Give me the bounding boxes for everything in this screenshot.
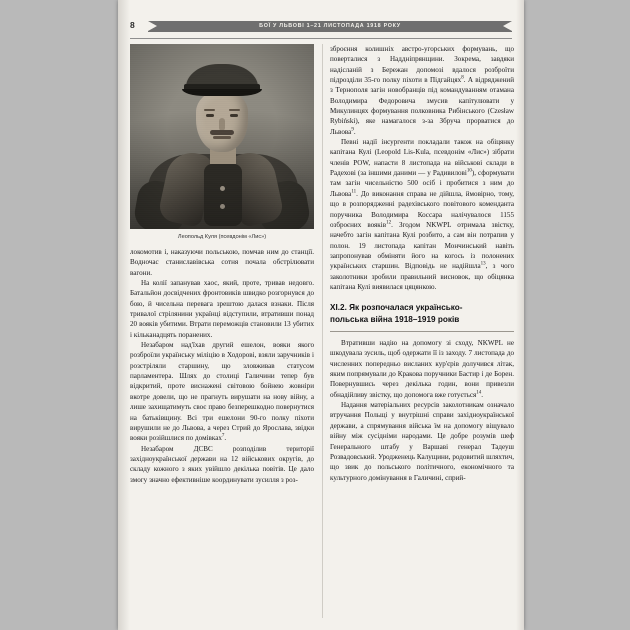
- header-rule: [130, 38, 512, 39]
- paragraph: Незабаром над'їхав другий ешелон, вояки якого розброїли українську міліцію в Ходорові, взяли заручників і розстріляли старшину, що зловживав статусом парламентера. Шлях до столиці Галичини тепер був відкритий, проте виснажені світовою бойнею жовніри вкотре довели, що не прагнуть вирушати на нову війну, а лише захищатимуть своє право безперешкодно повернутися на батьківщину. Всі три ешелони 90-го полку піхоти вирушили не до Львова, а через Стрий до Ярослава, звідки вояки розійшлися по домівках$^7$.: [130, 341, 314, 443]
- paragraph: На колії запанував хаос, який, проте, тривав недовго. Батальйон досвідчених фронтовиків швидко розгорнувся до бою, й чисельна перевага зрештою далася взнаки. Після тривалої стрілянини українці відступили, втративши понад 20 вояків убитими. Втрати переможців становили 13 убитих і кільканадцять поранених.: [130, 279, 314, 339]
- left-column: [130, 44, 314, 618]
- header-ribbon: [148, 21, 512, 32]
- paragraph: Певні надії інсургенти покладали також на обіцянку капітана Кулі (Leopold Lis-Kula, псевдонім «Лис») зібрати членів POW, напасти 8 листопада на військові склади в Радехові (за іншими даними — у Радивилові$^{10}$), сформувати там загін чисельністю 500 осіб і пробитися з ним до Львова$^{11}$. До виконання справа не дійшла, ймовірно, тому, що в розпорядженні радехівського повітового коменданта поручника Володимира Коссара налічувалося 1155 озброєних вояків$^{12}$. Згодом NKWPL отримала звістку, начебто загін капітана Кулі розбито, а сам він потрапив у полон. 19 листопада капітан Мончинський навіть запропонував обміняти його на когось із полонених українських старшин. Відповідь не надійшла$^{13}$, з чого заколотники зробили правильний висновок, що обіцянка капітана Кулі виявилася цяцянкою.: [330, 138, 514, 291]
- book-page-sheet: [118, 0, 524, 630]
- paragraph: Втративши надію на допомогу зі сходу, NKWPL не шкодувала зусиль, щоб одержати її із заходу. 7 листопада до численних попередньо висланих кур'єрів долучився літак, яким попрямували до Кракова поручники Бастир і де Борен. Повернувшись через декілька годин, вони привезли обнадійливу звістку, що допомога вже готується$^{14}$.: [330, 339, 514, 399]
- running-header: [130, 20, 512, 35]
- section-heading-line2: польська війна 1918–1919 років: [330, 314, 460, 324]
- page-number: 8: [130, 20, 135, 30]
- right-column: [330, 44, 514, 618]
- paragraph: Надання матеріальних ресурсів заколотникам означало втручання Польщі у внутрішні справи західноукраїнської держави, а спрямування війська їм на допомогу віщувало війну між сусідніми народами. Це добре розумів шеф Генерального штабу у Варшаві генерал Тадеуш Розвадовський. Уродженець Калущини, родовитий шляхтич, що звик до польського політичного, економічного та культурного домінування в Галичині, сприй-: [330, 401, 514, 482]
- portrait-photograph: [130, 44, 314, 229]
- section-heading-rule: [330, 331, 514, 332]
- paragraph: зброєння колишніх австро-угорських формувань, що поверталися з Наддніпрянщини. Зокрема, завдяки надісланій з Бережан допомозі вдалося розброїти підрозділи 35-го полку піхоти в Підгайцях$^8$. А відряджений з Тернополя загін новобранців під командуванням отамана Володимира Федоровича змусив капітулювати у Микулинцях формування полковника Рибінського (Czesław Rybiński), яке намагалося з-за Збруча прорватися до Львова$^9$.: [330, 45, 514, 136]
- paragraph: Незабаром ДСВС розподілив території західноукраїнської держави на 12 військових округів, до складу кожного з яких увійшло декілька повітів. Це дало змогу значно ефективніше координувати зусилля з роз-: [130, 444, 314, 484]
- photo-grain: [130, 44, 314, 229]
- column-divider: [322, 44, 323, 618]
- running-header-title: БОЇ У ЛЬВОВІ 1–21 ЛИСТОПАДА 1918 РОКУ: [259, 23, 401, 29]
- footnote-marker: 7: [221, 433, 225, 439]
- figure-caption: Леопольд Куля (псевдонім «Лис»): [177, 234, 267, 240]
- page-right-edge-shadow: [516, 0, 524, 630]
- paragraph-text: Незабаром над'їхав другий ешелон, вояки якого розброїли українську міліцію в Ходорові, взяли заручників і розстріляли старшину, що зловживав статусом парламентера. Шлях до столиці Галичини тепер був відкритий, проте виснажені світовою бойнею жовніри вкотре довели, що не прагнуть вирушати на нову війну, а лише захищатимуть своє право безперешкодно повернутися на батьківщину. Всі три ешелони 90-го полку піхоти вирушили не до Львова, а через Стрий до Ярослава, звідки вояки розійшлися по домівках: [130, 341, 314, 443]
- body-columns: [130, 44, 514, 618]
- section-heading: [330, 302, 514, 325]
- page-gutter-shadow: [118, 0, 130, 630]
- figure-portrait: [130, 44, 314, 241]
- paragraph: локомотив і, наказуючи польською, помчав ним до станції. Водночас станиславівська сотня почала обстрілювати вагони.: [130, 248, 314, 277]
- section-heading-line1: XI.2. Як розпочалася українсько-: [330, 303, 463, 313]
